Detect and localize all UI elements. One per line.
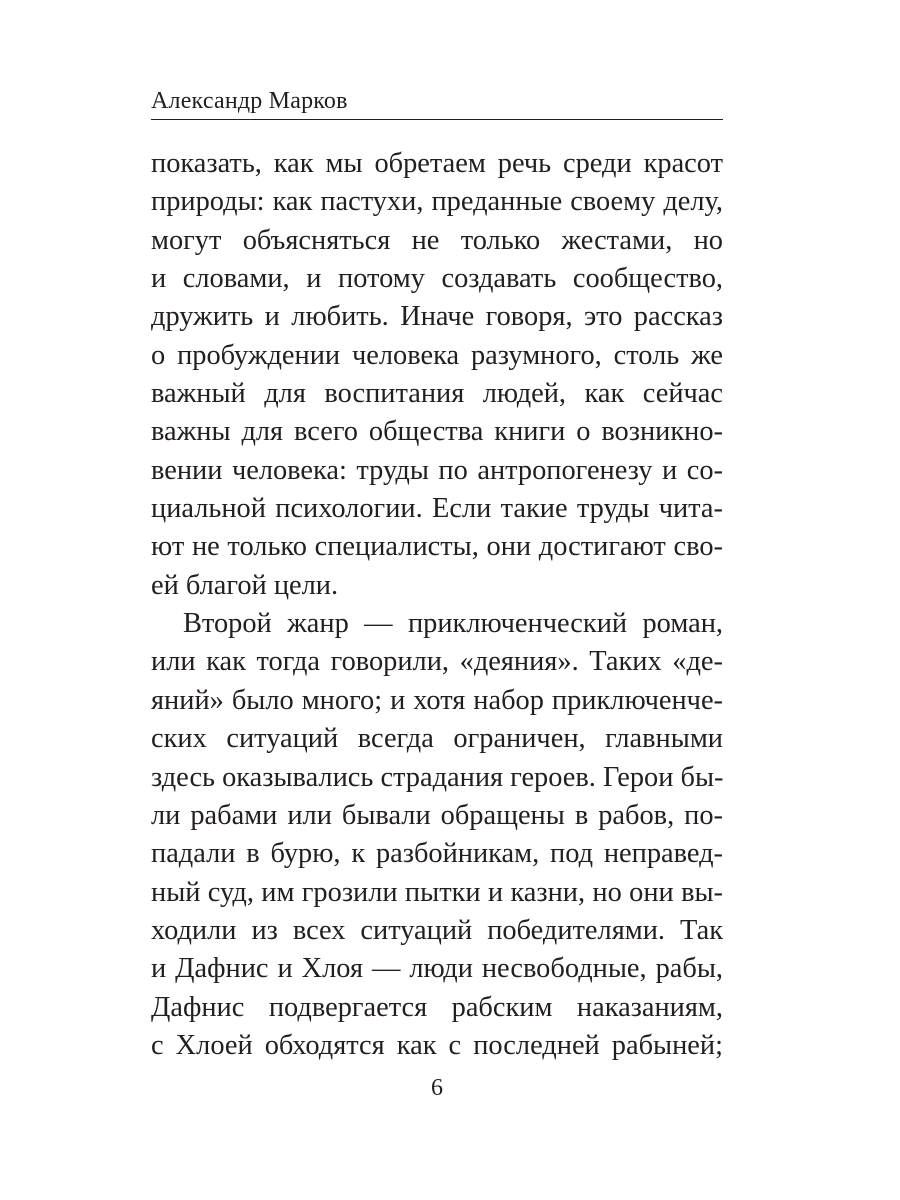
running-head-author: Александр Марков — [151, 88, 348, 114]
text-line: вении человека: труды по антропогенезу и со- — [151, 454, 723, 486]
text-line: ют не только специалисты, они достигают сво- — [151, 531, 723, 563]
body-text — [151, 145, 723, 1065]
text-line: ей благой цели. — [151, 569, 339, 601]
text-line: или как тогда говорили, «деяния». Таких «де- — [151, 646, 723, 678]
text-line: падали в бурю, к разбойникам, под неправед- — [151, 838, 723, 870]
text-line: важны для всего общества книги о возникно- — [151, 416, 723, 448]
text-line: ских ситуаций всегда ограничен, главными — [151, 723, 723, 755]
text-line: Дафнис подвергается рабским наказаниям, — [151, 991, 723, 1023]
page-number: 6 — [431, 1075, 443, 1101]
text-line: и словами, и потому создавать сообщество, — [151, 263, 723, 295]
text-line: ли рабами или бывали обращены в рабов, по- — [151, 799, 723, 831]
text-line: здесь оказывались страдания героев. Герои бы- — [151, 761, 723, 793]
text-line: могут объясняться не только жестами, но — [151, 224, 723, 256]
text-line: природы: как пастухи, преданные своему делу, — [151, 186, 723, 218]
text-line: важный для воспитания людей, как сейчас — [151, 378, 723, 410]
text-line: яний» было много; и хотя набор приключенче- — [151, 684, 723, 716]
text-line: ходили из всех ситуаций победителями. Так — [151, 914, 723, 946]
text-line: циальной психологии. Если такие труды чита- — [151, 493, 723, 525]
text-line: показать, как мы обретаем речь среди красот — [151, 148, 723, 179]
text-line: о пробуждении человека разумного, столь же — [151, 339, 723, 371]
text-line: дружить и любить. Иначе говоря, это рассказ — [151, 301, 723, 333]
text-line: и Дафнис и Хлоя — люди несвободные, рабы, — [151, 953, 723, 985]
text-line: ный суд, им грозили пытки и казни, но они вы- — [151, 876, 723, 908]
text-line: с Хлоей обходятся как с последней рабыней; — [151, 1029, 723, 1061]
running-head — [151, 80, 723, 120]
text-line: Второй жанр — приключенческий роман, — [183, 608, 723, 640]
